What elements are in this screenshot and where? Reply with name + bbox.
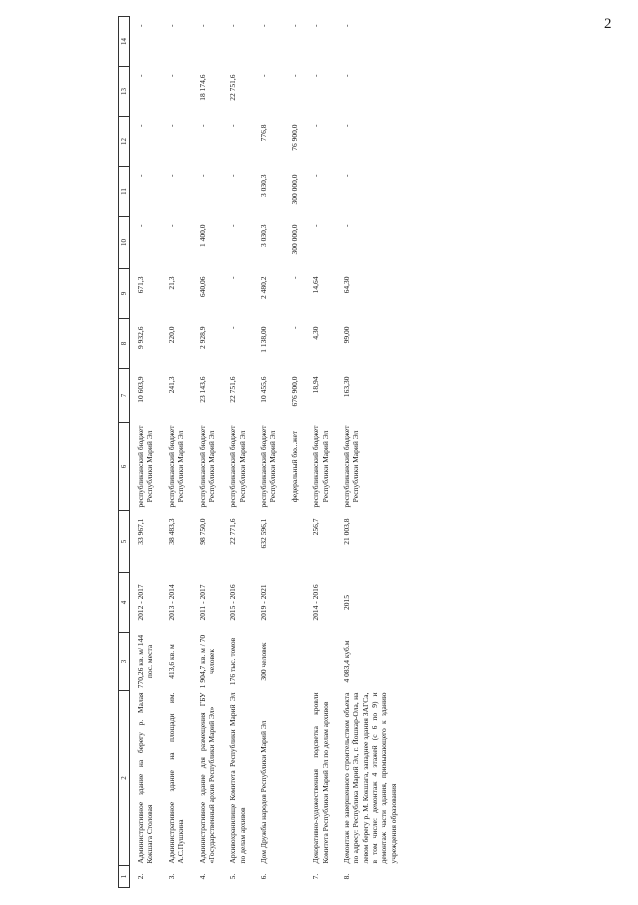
value-c12: 76 900,0 bbox=[289, 124, 299, 151]
value-c9: 2 480,2 bbox=[259, 276, 268, 299]
object-name: Демонтаж не завершенного строительством объекта по адресу: Республика Марий Эл, г. Йошкар-Ола, на левом берегу р. М. Кокшага, западнее здания ЗАГСа, в том числе: демонтаж 4 этажей (с 6 по 9) и демонтаж части здания, примыкающего к зданию учреждения образования bbox=[341, 692, 398, 864]
value-c13: - bbox=[311, 74, 321, 77]
value-c14: - bbox=[311, 24, 321, 27]
estimated-cost: 21 003,8 bbox=[341, 518, 351, 545]
value-c14: - bbox=[259, 24, 268, 27]
value-c10: - bbox=[136, 224, 145, 227]
value-c12: - bbox=[228, 124, 238, 127]
value-c11: - bbox=[311, 174, 321, 177]
construction-period: 2014 - 2016 bbox=[311, 584, 321, 621]
row-number: 7. bbox=[311, 873, 321, 880]
value-c9: 14,64 bbox=[311, 276, 321, 294]
estimated-cost: 33 967,1 bbox=[136, 518, 145, 545]
column-number-row bbox=[119, 17, 130, 888]
column-header-6: 6 bbox=[119, 423, 130, 511]
table-row bbox=[192, 17, 223, 888]
value-c8: 2 928,9 bbox=[197, 326, 207, 349]
table-row bbox=[161, 17, 192, 888]
value-c9: - bbox=[228, 276, 238, 279]
value-c10: 3 030,3 bbox=[259, 224, 268, 247]
funding-source: республиканский бюджет Республики Марий Эл bbox=[259, 425, 278, 508]
table-row bbox=[305, 17, 336, 888]
row-number: 8. bbox=[341, 873, 351, 880]
value-c7: 23 143,6 bbox=[197, 376, 207, 403]
value-c14: - bbox=[228, 24, 238, 27]
construction-period: 2012 - 2017 bbox=[136, 584, 145, 621]
construction-period: 2013 - 2014 bbox=[166, 584, 176, 621]
funding-source: республиканский бюджет Республики Марий Эл bbox=[341, 425, 361, 508]
table-row bbox=[253, 17, 284, 888]
value-c10: - bbox=[341, 224, 351, 227]
object-name: Декоративно-художественная подсветка кровли Комитета Республики Марий Эл по делам архивов bbox=[311, 692, 330, 864]
value-c12: - bbox=[166, 124, 176, 127]
value-c14: - bbox=[289, 24, 299, 27]
value-c7: 10 455,6 bbox=[259, 376, 268, 403]
column-header-8: 8 bbox=[119, 319, 130, 369]
value-c11: - bbox=[197, 174, 207, 177]
object-capacity: 413,6 кв. м bbox=[166, 644, 176, 679]
value-c8: - bbox=[228, 326, 238, 329]
construction-period: 2015 - 2016 bbox=[228, 584, 238, 621]
table-row bbox=[222, 17, 253, 888]
value-c13: - bbox=[341, 74, 351, 77]
funding-source: республиканский бюджет Республики Марий Эл bbox=[136, 425, 155, 508]
column-header-13: 13 bbox=[119, 67, 130, 117]
value-c10: - bbox=[166, 224, 176, 227]
value-c13: - bbox=[259, 74, 268, 77]
value-c13: - bbox=[136, 74, 145, 77]
column-header-7: 7 bbox=[119, 369, 130, 423]
column-header-10: 10 bbox=[119, 217, 130, 269]
value-c8: 99,00 bbox=[341, 326, 351, 344]
funding-source: республиканский бюджет Республики Марий Эл bbox=[228, 425, 247, 508]
value-c9: 21,3 bbox=[166, 276, 176, 290]
column-header-3: 3 bbox=[119, 633, 130, 691]
value-c12: - bbox=[341, 124, 351, 127]
value-c14: - bbox=[136, 24, 145, 27]
value-c13: 22 751,6 bbox=[228, 74, 238, 101]
rotated-table-stage bbox=[118, 17, 638, 888]
value-c9: 671,3 bbox=[136, 276, 145, 294]
object-capacity: 1 904,7 кв. м / 70 человек bbox=[197, 634, 216, 689]
value-c8: 1 138,00 bbox=[259, 326, 268, 353]
column-header-2: 2 bbox=[119, 691, 130, 866]
value-c12: - bbox=[311, 124, 321, 127]
object-name: Дом Дружбы народов Республики Марий Эл bbox=[259, 720, 268, 864]
value-c11: - bbox=[166, 174, 176, 177]
funding-source: республиканский бюджет Республики Марий Эл bbox=[166, 425, 186, 508]
object-name: Административное здание на площади им. А.С.Пушкина bbox=[166, 692, 186, 864]
value-c7: 676 900,0 bbox=[289, 376, 299, 407]
column-header-14: 14 bbox=[119, 17, 130, 67]
funding-source: республиканский бюджет Республики Марий Эл bbox=[197, 425, 216, 508]
value-c11: 3 030,3 bbox=[259, 174, 268, 197]
estimated-cost: 38 483,3 bbox=[166, 518, 176, 545]
value-c9: 64,30 bbox=[341, 276, 351, 294]
value-c12: 776,8 bbox=[259, 124, 268, 142]
row-number: 4. bbox=[197, 873, 207, 880]
value-c7: 10 603,9 bbox=[136, 376, 145, 403]
column-header-9: 9 bbox=[119, 269, 130, 319]
object-capacity: 176 тыс. томов bbox=[228, 637, 238, 686]
value-c14: - bbox=[166, 24, 176, 27]
value-c9: - bbox=[289, 276, 299, 279]
table-row bbox=[336, 17, 404, 888]
estimated-cost: 256,7 bbox=[311, 518, 321, 536]
object-capacity: 4 083,4 куб.м bbox=[341, 640, 351, 683]
value-c7: 22 751,6 bbox=[228, 376, 238, 403]
value-c10: 1 400,0 bbox=[197, 224, 207, 247]
value-c7: 241,3 bbox=[166, 376, 176, 394]
column-header-5: 5 bbox=[119, 511, 130, 573]
object-capacity bbox=[305, 633, 336, 691]
row-number: 5. bbox=[228, 873, 238, 880]
object-name: Административное здание для размещения ГБУ «Государственный архив Республики Марий Эл» bbox=[197, 692, 216, 864]
value-c10: 300 000,0 bbox=[289, 224, 299, 255]
column-header-1: 1 bbox=[119, 866, 130, 888]
column-header-11: 11 bbox=[119, 167, 130, 217]
estimated-cost: 98 750,0 bbox=[197, 518, 207, 545]
value-c8: 220,0 bbox=[166, 326, 176, 344]
value-c10: - bbox=[311, 224, 321, 227]
estimated-cost: 632 596,1 bbox=[259, 518, 268, 549]
funding-source: республиканский бюджет Республики Марий Эл bbox=[311, 425, 330, 508]
row-number: 6. bbox=[259, 873, 268, 880]
value-c8: - bbox=[289, 326, 299, 329]
value-c9: 640,06 bbox=[197, 276, 207, 298]
value-c14: - bbox=[341, 24, 351, 27]
table-body bbox=[130, 17, 405, 888]
value-c7: 163,30 bbox=[341, 376, 351, 398]
objects-table bbox=[118, 16, 404, 888]
value-c11: - bbox=[136, 174, 145, 177]
value-c7: 18,94 bbox=[311, 376, 321, 394]
value-c14: - bbox=[197, 24, 207, 27]
column-header-4: 4 bbox=[119, 573, 130, 633]
construction-period: 2019 - 2021 bbox=[259, 584, 268, 621]
page-number: 2 bbox=[604, 16, 612, 32]
value-c11: - bbox=[228, 174, 238, 177]
value-c12: - bbox=[197, 124, 207, 127]
object-capacity: 300 человек bbox=[259, 642, 268, 681]
construction-period: 2015 bbox=[341, 595, 351, 610]
value-c8: 4,30 bbox=[311, 326, 321, 340]
funding-source: федеральный бю...жет bbox=[289, 430, 299, 503]
row-number: 3. bbox=[166, 873, 176, 880]
value-c12: - bbox=[136, 124, 145, 127]
value-c11: - bbox=[341, 174, 351, 177]
object-name: Архивохранилище Комитета Республики Марий Эл по делам архивов bbox=[228, 692, 247, 864]
table-row bbox=[130, 17, 161, 888]
value-c13: 18 174,6 bbox=[197, 74, 207, 101]
value-c13: - bbox=[166, 74, 176, 77]
estimated-cost: 22 771,6 bbox=[228, 518, 238, 545]
object-name: Административное здание на берегу р. Малая Кокшага Столовая bbox=[136, 692, 155, 864]
value-c8: 9 932,6 bbox=[136, 326, 145, 349]
object-capacity: 770,26 кв. м/ 144 пос. места bbox=[136, 634, 155, 689]
construction-period: 2011 - 2017 bbox=[197, 584, 207, 621]
value-c11: 300 000,0 bbox=[289, 174, 299, 205]
value-c10: - bbox=[228, 224, 238, 227]
row-number: 2. bbox=[136, 873, 145, 880]
column-header-12: 12 bbox=[119, 117, 130, 167]
value-c13: - bbox=[289, 74, 299, 77]
